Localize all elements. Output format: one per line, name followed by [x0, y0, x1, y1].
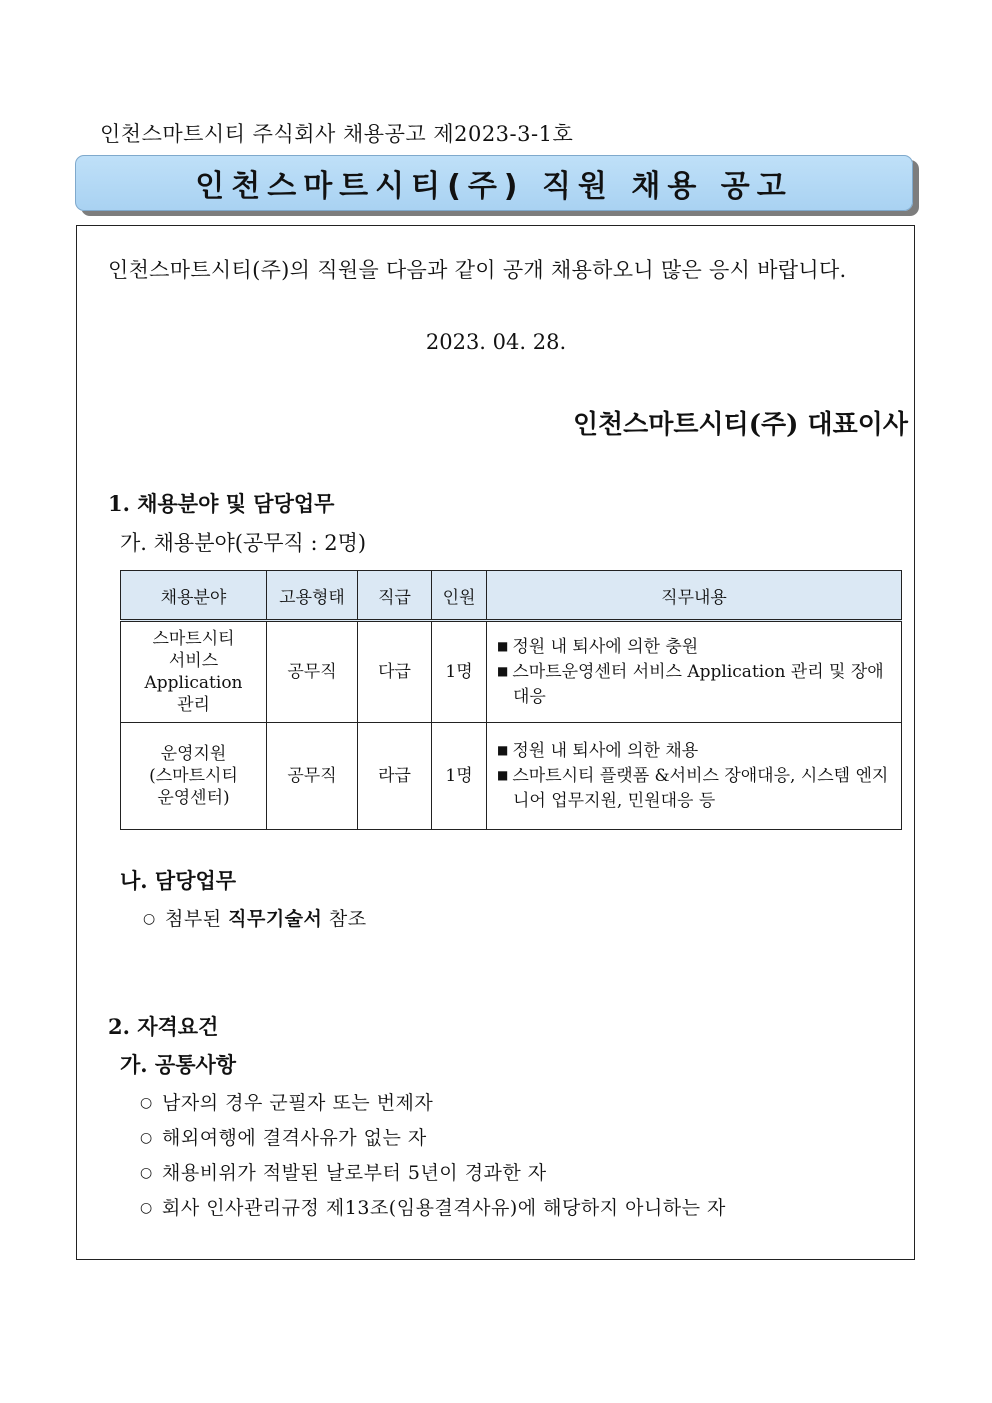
square-bullet-icon: ■ — [497, 743, 509, 757]
list-item: ○ 회사 인사관리규정 제13조(임용결격사유)에 해당하지 아니하는 자 — [140, 1197, 726, 1219]
field-line: 스마트시티 — [152, 629, 235, 649]
circle-bullet-icon: ○ — [143, 911, 156, 927]
square-bullet-icon: ■ — [497, 768, 509, 782]
list-item: ○ 첨부된 직무기술서 참조 — [143, 908, 367, 930]
type-cell: 공무직 — [267, 723, 358, 830]
table-header-row — [121, 571, 902, 621]
list-item: ○ 해외여행에 결격사유가 없는 자 — [140, 1127, 427, 1149]
count-cell: 1명 — [432, 723, 487, 830]
section1-sub-b: 나. 담당업무 — [120, 868, 237, 893]
field-cell — [121, 621, 267, 723]
list-item: ○ 채용비위가 적발된 날로부터 5년이 경과한 자 — [140, 1162, 547, 1184]
field-line: 운영지원 — [160, 744, 227, 764]
circle-bullet-icon: ○ — [140, 1200, 153, 1216]
section1-heading: 1. 채용분야 및 담당업무 — [108, 491, 335, 516]
duties-cell — [487, 621, 902, 723]
duty-item: ■ 정원 내 퇴사에 의한 채용 — [497, 741, 699, 761]
field-cell — [121, 723, 267, 830]
section1-sub-a: 가. 채용분야(공무직 : 2명) — [120, 531, 367, 555]
circle-bullet-icon: ○ — [140, 1130, 153, 1146]
header-field: 채용분야 — [121, 571, 267, 621]
duty-item: ■ 스마트운영센터 서비스 Application 관리 및 장애대응 — [497, 662, 884, 707]
field-line: 관리 — [177, 695, 210, 715]
square-bullet-icon: ■ — [497, 664, 509, 678]
circle-bullet-icon: ○ — [140, 1165, 153, 1181]
square-bullet-icon: ■ — [497, 639, 509, 653]
header-grade: 직급 — [358, 571, 432, 621]
section2-heading: 2. 자격요건 — [108, 1014, 219, 1039]
duty-item: ■ 스마트시티 플랫폼 &서비스 장애대응, 시스템 엔지니어 업무지원, 민원대응 등 — [497, 766, 889, 811]
header-type: 고용형태 — [267, 571, 358, 621]
count-cell: 1명 — [432, 621, 487, 723]
header-duties: 직무내용 — [487, 571, 902, 621]
announcement-date: 2023. 04. 28. — [425, 330, 567, 354]
field-line: 서비스 — [168, 651, 219, 671]
notice-number: 인천스마트시티 주식회사 채용공고 제2023-3-1호 — [100, 122, 574, 146]
duties-cell — [487, 723, 902, 830]
title-banner — [75, 155, 913, 211]
field-line: Application — [144, 673, 243, 693]
table-row — [121, 621, 902, 723]
duty-item: ■ 정원 내 퇴사에 의한 충원 — [497, 637, 699, 657]
document-title: 인천스마트시티(주) 직원 채용 공고 — [195, 169, 793, 204]
header-count: 인원 — [432, 571, 487, 621]
circle-bullet-icon: ○ — [140, 1095, 153, 1111]
issuer-signature: 인천스마트시티(주) 대표이사 — [572, 410, 908, 440]
recruitment-table — [120, 570, 902, 830]
grade-cell: 라급 — [358, 723, 432, 830]
list-item: ○ 남자의 경우 군필자 또는 번제자 — [140, 1092, 434, 1114]
table-row — [121, 723, 902, 830]
field-line: (스마트시티 — [149, 766, 238, 786]
type-cell: 공무직 — [267, 621, 358, 723]
field-line: 운영센터) — [157, 788, 230, 808]
section2-sub-a: 가. 공통사항 — [120, 1052, 237, 1077]
intro-text: 인천스마트시티(주)의 직원을 다음과 같이 공개 채용하오니 많은 응시 바랍니다. — [108, 258, 847, 282]
grade-cell: 다급 — [358, 621, 432, 723]
